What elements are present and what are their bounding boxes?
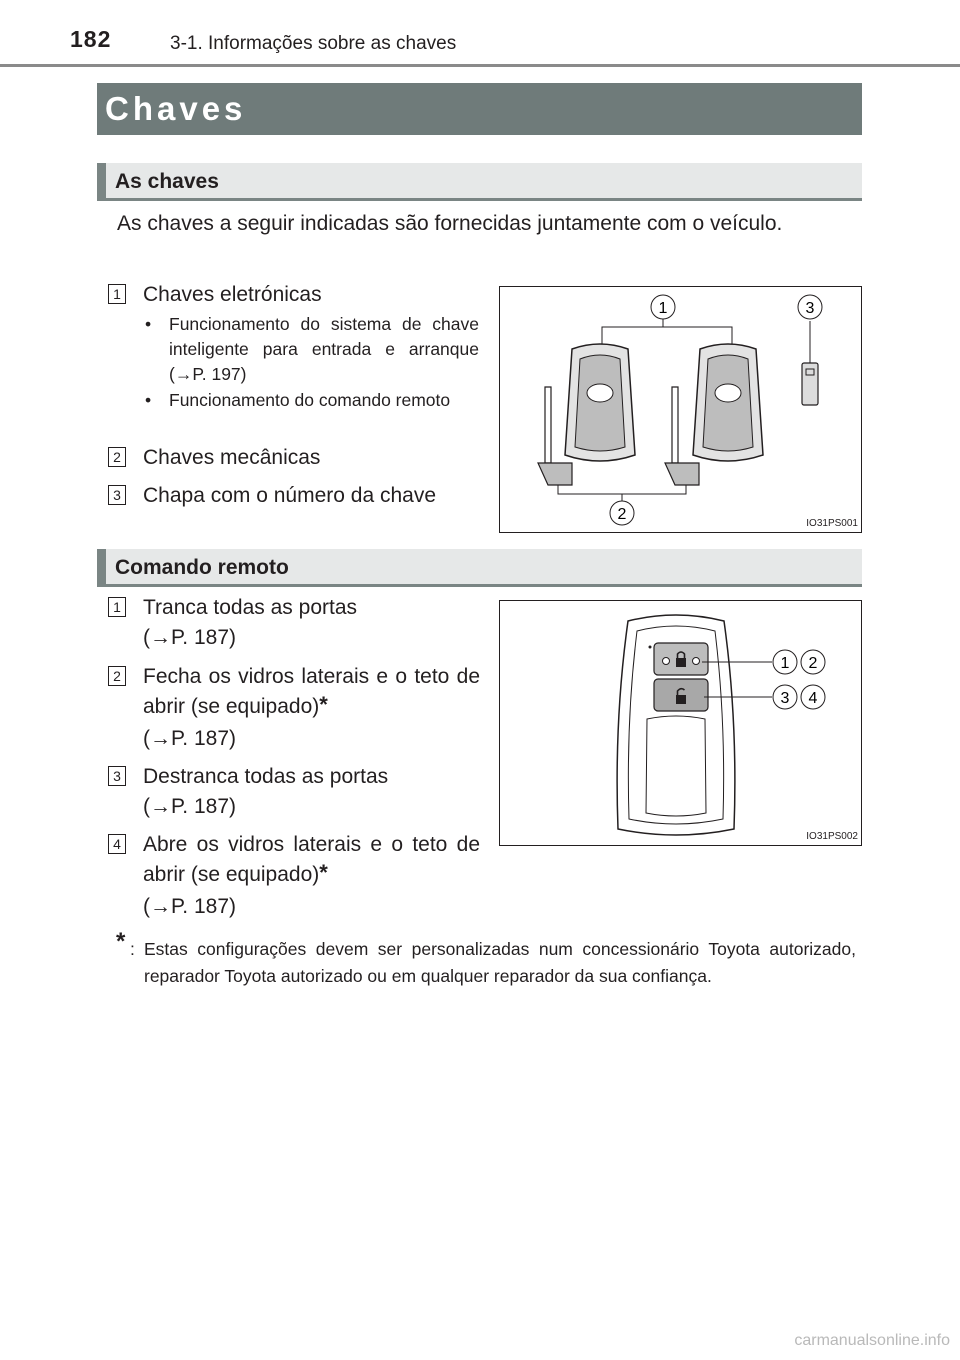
page-reference: (→P. 187) [143,727,236,750]
electronic-key-icon [565,344,635,461]
item-text: Destranca todas as portas [143,765,389,788]
item-text: Abre os vidros laterais e o teto de abrir (se equipado) [143,833,480,886]
electronic-key-icon [693,344,763,461]
figure-code: IO31PS002 [806,831,858,842]
item-number: 4 [108,834,126,854]
svg-text:2: 2 [808,655,818,672]
section-heading-label: As chaves [115,170,219,193]
page-reference: (→P. 187) [143,795,236,818]
item-text: Chaves eletrónicas [143,283,322,306]
keys-illustration [499,286,862,533]
header-rule [0,64,960,67]
footnote-text: Estas configurações devem ser personalizadas num concessionário Toyota autorizado, reparador Toyota autorizado ou em qualquer reparador da sua confiança. [144,939,856,986]
item-text: Chapa com o número da chave [143,484,437,507]
section-heading-as-chaves [97,163,862,201]
svg-text:3: 3 [805,300,815,317]
intro-paragraph: As chaves a seguir indicadas são fornecidas juntamente com o veículo. [117,212,783,235]
page-reference: (→P. 187) [143,626,236,649]
figure-code: IO31PS001 [806,518,858,529]
item-text: Fecha os vidros laterais e o teto de abrir (se equipado) [143,665,480,718]
bullet-dot: • [145,314,152,334]
svg-text:1: 1 [780,655,790,672]
svg-text:2: 2 [617,506,627,523]
item-text: Tranca todas as portas [143,596,357,619]
keys-drawing [500,287,860,531]
svg-text:1: 1 [658,300,668,317]
asterisk-mark: * [319,860,328,885]
footnote-colon: : [130,939,135,959]
footnote-asterisk: * [116,928,126,955]
item-number: 1 [108,284,126,304]
page-reference: (→P. 187) [143,895,236,918]
section-heading-comando-remoto [97,549,862,587]
remote-key-icon [617,615,735,835]
page-title-bar [97,83,862,135]
svg-text:4: 4 [808,690,818,707]
bullet-text: Funcionamento do sistema de chave inteligente para entrada e arranque (→P. 197) [169,314,479,384]
item-text: Chaves mecânicas [143,446,321,469]
remote-drawing [500,601,860,844]
item-number: 3 [108,766,126,786]
item-number: 2 [108,666,126,686]
running-head: 3-1. Informações sobre as chaves [170,33,457,54]
watermark: carmanualsonline.info [794,1332,950,1349]
asterisk-mark: * [319,692,328,717]
svg-text:3: 3 [780,690,790,707]
item-number: 1 [108,597,126,617]
bullet-text: Funcionamento do comando remoto [169,390,451,410]
item-number: 3 [108,485,126,505]
bullet-dot: • [145,390,152,410]
page-number: 182 [70,26,112,52]
item-number: 2 [108,447,126,467]
page-title: Chaves [105,90,247,127]
remote-illustration [499,600,862,846]
section-heading-label: Comando remoto [115,556,289,579]
